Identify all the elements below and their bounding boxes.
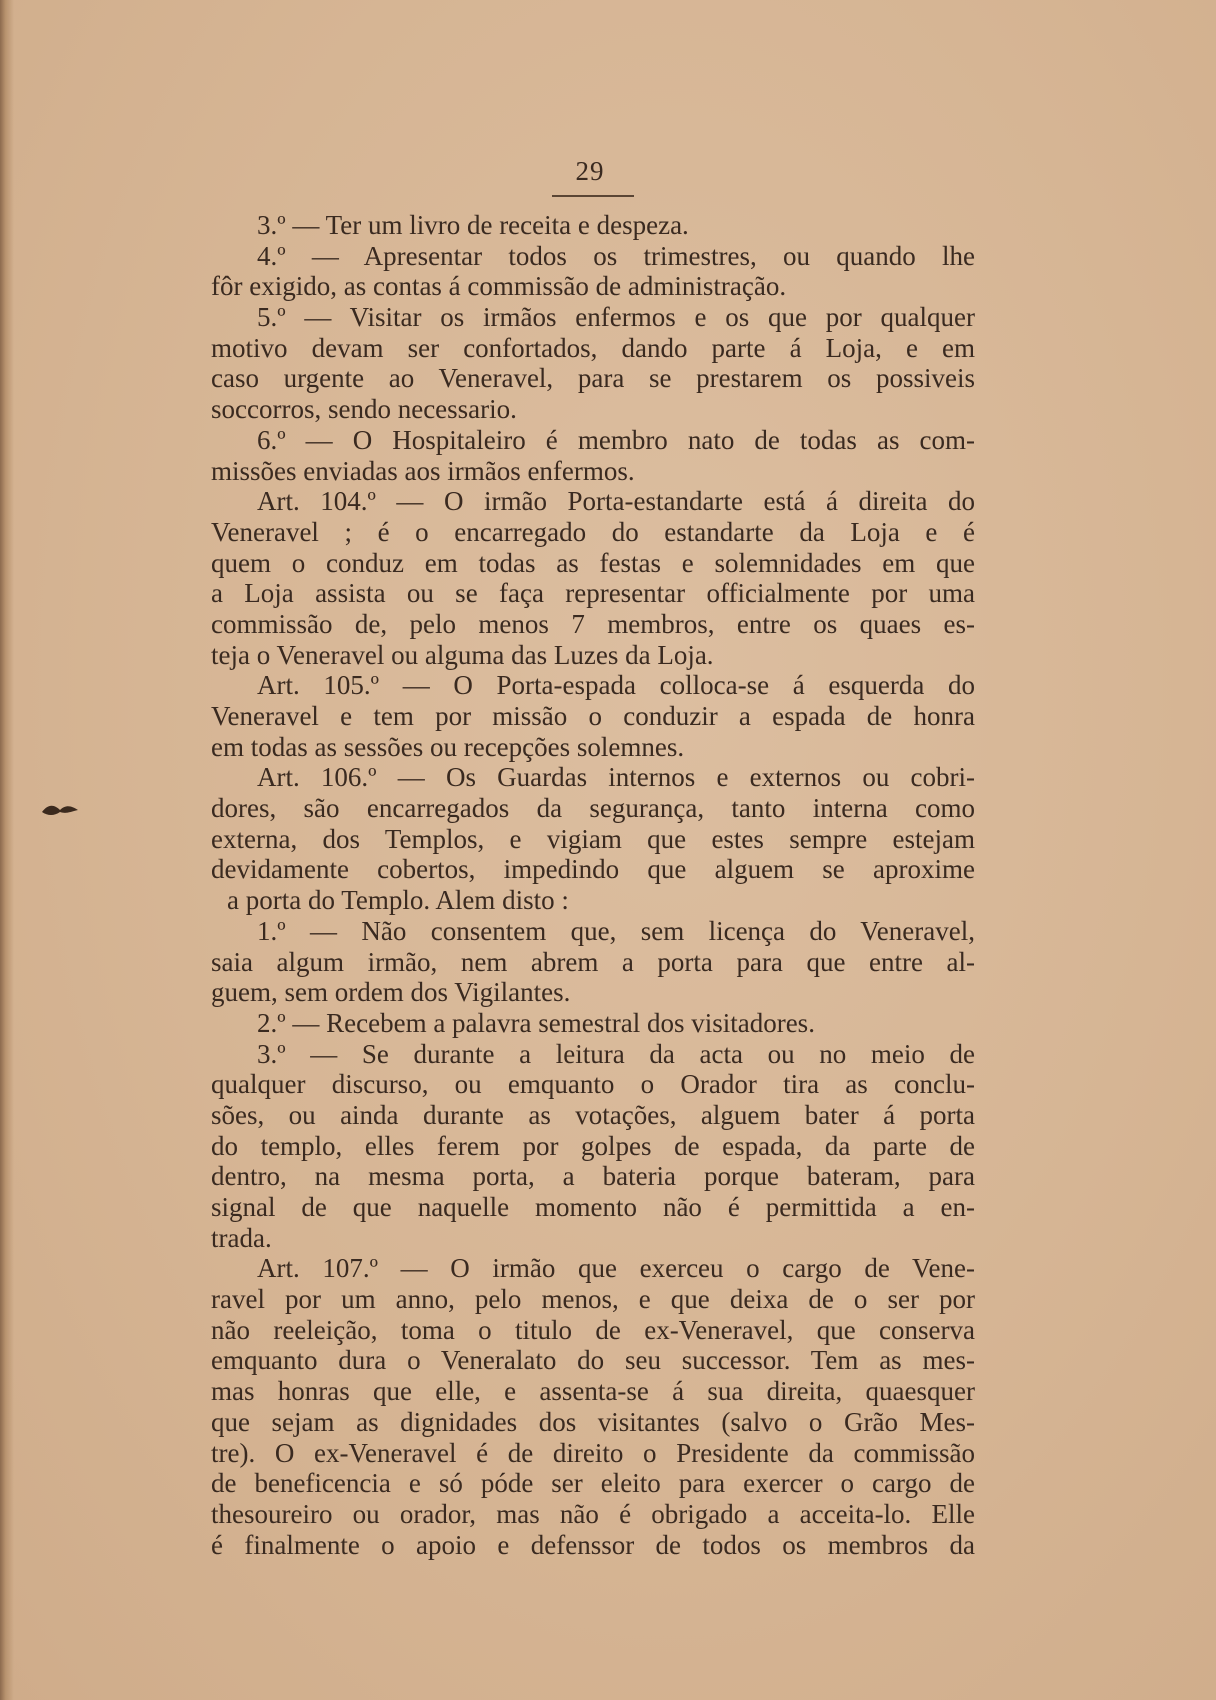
text-line: devidamente cobertos, impedindo que alguem se aproxime <box>211 854 975 885</box>
text-line: teja o Veneravel ou alguma das Luzes da Loja. <box>211 639 714 670</box>
text-line: guem, sem ordem dos Vigilantes. <box>211 977 571 1008</box>
flower-ornament-icon <box>40 800 80 820</box>
text-line: 2.º — Recebem a palavra semestral dos visitadores. <box>257 1007 815 1038</box>
text-line: tre). O ex-Veneravel é de direito o Presidente da commissão <box>211 1437 975 1468</box>
text-line: qualquer discurso, ou emquanto o Orador tira as conclu- <box>211 1069 975 1100</box>
page-number-rule <box>552 195 634 197</box>
text-line: emquanto dura o Veneralato do seu successor. Tem as mes- <box>211 1345 975 1376</box>
text-line: Art. 107.º — O irmão que exerceu o cargo de Vene- <box>257 1253 975 1284</box>
text-line: sões, ou ainda durante as votações, alguem bater á porta <box>211 1099 975 1130</box>
text-line: Art. 106.º — Os Guardas internos e externos ou cobri- <box>257 762 975 793</box>
text-line: Art. 105.º — O Porta-espada colloca-se á esquerda do <box>257 670 975 701</box>
text-line: a Loja assista ou se faça representar officialmente por uma <box>211 578 975 609</box>
text-line: 3.º — Ter um livro de receita e despeza. <box>257 210 689 240</box>
text-line: fôr exigido, as contas á commissão de administração. <box>211 271 787 302</box>
body-text <box>211 210 975 1560</box>
text-line: mas honras que elle, e assenta-se á sua direita, quaesquer <box>211 1376 975 1407</box>
text-line: 4.º — Apresentar todos os trimestres, ou quando lhe <box>257 240 975 271</box>
text-line: 1.º — Não consentem que, sem licença do Veneravel, <box>257 915 975 946</box>
text-line: 3.º — Se durante a leitura da acta ou no meio de <box>257 1038 975 1069</box>
text-line: não reeleição, toma o titulo de ex-Veneravel, que conserva <box>211 1314 975 1345</box>
text-line: Veneravel ; é o encarregado do estandarte da Loja e é <box>211 516 975 547</box>
text-line: soccorros, sendo necessario. <box>211 394 517 425</box>
text-line: dores, são encarregados da segurança, tanto interna como <box>211 793 975 824</box>
text-line: do templo, elles ferem por golpes de espada, da parte de <box>211 1130 975 1161</box>
text-line: 5.º — Visitar os irmãos enfermos e os que por qualquer <box>257 302 975 333</box>
text-line: trada. <box>211 1222 272 1253</box>
text-line: saia algum irmão, nem abrem a porta para que entre al- <box>211 946 975 977</box>
text-line: caso urgente ao Veneravel, para se prestarem os possiveis <box>211 363 975 394</box>
binding-edge <box>0 0 14 1700</box>
text-line: signal de que naquelle momento não é permittida a en- <box>211 1192 975 1222</box>
text-line: Art. 104.º — O irmão Porta-estandarte está á direita do <box>257 486 975 517</box>
text-line: dentro, na mesma porta, a bateria porque bateram, para <box>211 1161 975 1192</box>
text-line: em todas as sessões ou recepções solemnes. <box>211 731 685 762</box>
text-line: que sejam as dignidades dos visitantes (salvo o Grão Mes- <box>211 1406 975 1437</box>
text-line: é finalmente o apoio e defenssor de todos os membros da <box>211 1529 975 1560</box>
text-line: thesoureiro ou orador, mas não é obrigado a acceita-lo. Elle <box>211 1498 975 1529</box>
text-line: Veneravel e tem por missão o conduzir a espada de honra <box>211 701 975 731</box>
page-number: 29 <box>575 156 605 186</box>
text-line: ravel por um anno, pelo menos, e que deixa de o ser por <box>211 1284 975 1315</box>
text-line: motivo devam ser confortados, dando parte á Loja, e em <box>211 332 975 363</box>
text-line: 6.º — O Hospitaleiro é membro nato de todas as com- <box>257 424 975 455</box>
text-line: externa, dos Templos, e vigiam que estes sempre estejam <box>211 823 975 854</box>
text-line: missões enviadas aos irmãos enfermos. <box>211 455 635 486</box>
text-line: de beneficencia e só póde ser eleito para exercer o cargo de <box>211 1468 975 1499</box>
text-line: a porta do Templo. Alem disto : <box>227 885 569 916</box>
text-line: quem o conduz em todas as festas e solemnidades em que <box>211 547 975 578</box>
text-line: commissão de, pelo menos 7 membros, entre os quaes es- <box>211 608 975 639</box>
